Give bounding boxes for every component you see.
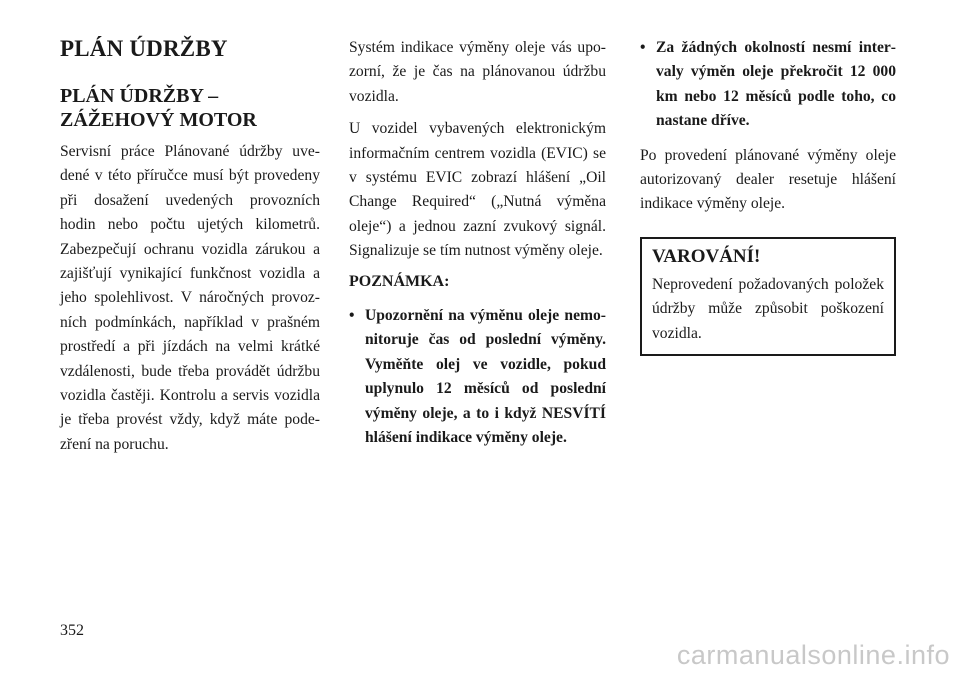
- reset-paragraph: Po provedení plánované výměny oleje autorizovaný dealer resetuje hlášení indikace výměny oleje.: [640, 146, 896, 213]
- note-bullet-text: Upozornění na výměnu oleje nemonitoruje čas od poslední výměny. Vyměňte olej ve vozidle, pokud uplynulo 12 měsíců od poslední výměny oleje, a to i když NESVÍTÍ hlášení indikace výměny oleje.: [365, 307, 606, 447]
- bullet-dot-icon: •: [640, 39, 646, 56]
- left-column: [60, 36, 320, 457]
- evic-paragraph: U vozidel vybavených elektronickým informačním centrem vozidla (EVIC) se v systému EVIC zobrazí hlášení „Oil Change Required“ („Nutná výměna oleje“) a jednou zazní zvukový signál. Signalizuje se tím nutnost výměny oleje.: [349, 120, 606, 260]
- page-title: PLÁN ÚDRŽBY: [60, 36, 228, 61]
- warning-title: VAROVÁNÍ!: [652, 245, 761, 267]
- intro-paragraph: Servisní práce Plánované údržby uvedené v této příručce musí být provedeny při dosažení uvedených provozních hodin nebo počtu ujetých kilometrů. Zabezpečují ochranu vozidla zárukou a zajišťují vynikající funkčnost vozidla a jeho spolehlivost. V náročných provozních podmínkách, například v prašném prostředí a při jízdách na velmi krátké vzdálenosti, bude třeba provádět údržbu vozidla častěji. Kontrolu a servis vozidla je třeba provést vždy, když máte podezření na poruchu.: [60, 143, 320, 453]
- bullet-dot-icon: •: [349, 307, 355, 325]
- middle-column: [349, 36, 606, 461]
- section-title: [60, 84, 320, 132]
- interval-bullet: [640, 36, 896, 134]
- note-heading: POZNÁMKA:: [349, 272, 450, 290]
- right-column: [640, 36, 896, 356]
- oil-indicator-paragraph: Systém indikace výměny oleje vás upozorní, že je čas na plánovanou údržbu vozidla.: [349, 39, 606, 105]
- warning-text: Neprovedení požadovaných položek údržby může způsobit poškození vozidla.: [652, 275, 884, 342]
- section-title-line2: ZÁŽEHOVÝ MOTOR: [60, 109, 257, 131]
- watermark: carmanualsonline.info: [676, 640, 950, 670]
- note-bullet: [349, 304, 606, 450]
- page-number: 352: [60, 622, 84, 639]
- section-title-line1: PLÁN ÚDRŽBY –: [60, 85, 219, 107]
- interval-bullet-text: Za žádných okolností nesmí intervaly výměn oleje překročit 12 000 km nebo 12 měsíců podle toho, co nastane dříve.: [656, 39, 896, 130]
- warning-box: [640, 237, 896, 356]
